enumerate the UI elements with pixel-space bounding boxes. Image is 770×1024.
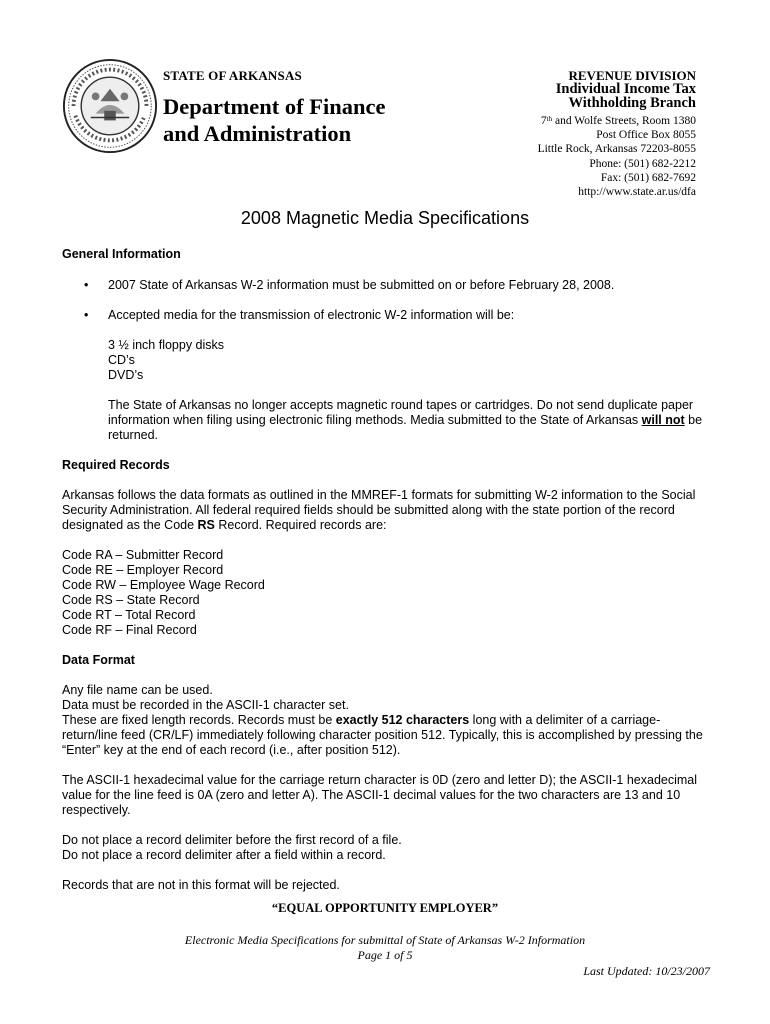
record-code-item: Code RT – Total Record <box>62 608 196 622</box>
equal-opportunity-employer: “EQUAL OPPORTUNITY EMPLOYER” <box>271 901 499 915</box>
bullet-item <box>62 278 712 293</box>
data-format-block <box>62 683 712 758</box>
delimiter-rule: Do not place a record delimiter after a field within a record. <box>62 848 386 862</box>
revenue-division: REVENUE DIVISION <box>568 68 696 83</box>
general-information-heading: General Information <box>62 247 181 261</box>
branch-line2: Withholding Branch <box>568 95 696 111</box>
department-name-line2: and Administration <box>163 121 352 146</box>
document-title: 2008 Magnetic Media Specifications <box>240 208 530 228</box>
bullet-icon: • <box>84 278 89 292</box>
state-seal-icon <box>62 58 158 154</box>
record-code-item: Code RF – Final Record <box>62 623 197 637</box>
letterhead-left <box>163 68 385 147</box>
record-code-item: Code RA – Submitter Record <box>62 548 224 562</box>
data-format-line: These are fixed length records. Records must be exactly 512 characters long with a delimiter of a carriage-return/line feed (CR/LF) immediately following character position 512. Typically, this is accomplished by pressing the “Enter” key at the end of each record (i.e., after position 512). <box>62 713 703 757</box>
delimiter-rules <box>62 833 712 863</box>
record-code-item: Code RW – Employee Wage Record <box>62 578 265 592</box>
branch-line1: Individual Income Tax <box>555 81 696 97</box>
footer-page-number: Page 1 of 5 <box>357 948 413 962</box>
media-item: 3 ½ inch floppy disks <box>108 338 225 352</box>
data-format-heading: Data Format <box>62 653 135 667</box>
media-list <box>62 338 712 383</box>
footer-last-updated: Last Updated: 10/23/2007 <box>583 964 710 978</box>
address-street: 7th and Wolfe Streets, Room 1380 <box>540 115 696 127</box>
department-name-line1: Department of Finance <box>163 94 386 119</box>
record-code-item: Code RE – Employer Record <box>62 563 224 577</box>
website-link[interactable]: http://www.state.ar.us/dfa <box>578 186 696 199</box>
state-name: STATE OF ARKANSAS <box>163 68 302 83</box>
document-body <box>62 247 712 893</box>
bullet-icon: • <box>84 308 89 322</box>
address-city: Little Rock, Arkansas 72203-8055 <box>537 143 696 156</box>
footer-info <box>0 933 770 963</box>
required-records-paragraph: Arkansas follows the data formats as outlined in the MMREF-1 formats for submitting W-2 information to the Social Security Administration. All federal required fields should be submitted along with the state portion of the record designated as the Code RS Record. Required records are: <box>62 488 696 532</box>
data-format-line: Data must be recorded in the ASCII-1 character set. <box>62 698 349 712</box>
record-code-item: Code RS – State Record <box>62 593 200 607</box>
bullet-item <box>62 308 712 323</box>
delimiter-rule: Do not place a record delimiter before the first record of a file. <box>62 833 402 847</box>
address-po-box: Post Office Box 8055 <box>596 129 696 142</box>
deadline-text: 2007 State of Arkansas W-2 information must be submitted on or before February 28, 2008. <box>108 278 615 292</box>
required-records-heading: Required Records <box>62 458 170 472</box>
will-not-emphasis: will not <box>641 413 685 427</box>
ascii-values-paragraph: The ASCII-1 hexadecimal value for the carriage return character is 0D (zero and letter D); the ASCII-1 hexadecimal value for the line feed is 0A (zero and letter A). The ASCII-1 decimal values for the two characters are 13 and 10 respectively. <box>62 773 698 817</box>
rejection-note: Records that are not in this format will be rejected. <box>62 878 340 892</box>
media-item: DVD’s <box>108 368 144 382</box>
data-format-line: Any file name can be used. <box>62 683 213 697</box>
footer-document-info: Electronic Media Specifications for submittal of State of Arkansas W-2 Information <box>184 933 586 947</box>
media-note: The State of Arkansas no longer accepts magnetic round tapes or cartridges. Do not send duplicate paper information when filing using electronic filing methods. Media submitted to the State of Arkansas will not be returned. <box>108 398 703 442</box>
phone-number: Phone: (501) 682-2212 <box>589 157 696 170</box>
accepted-media-text: Accepted media for the transmission of electronic W-2 information will be: <box>108 308 515 322</box>
fax-number: Fax: (501) 682-7692 <box>600 171 696 184</box>
record-code-list <box>62 548 712 638</box>
letterhead-right <box>538 69 696 199</box>
media-item: CD’s <box>108 353 135 367</box>
